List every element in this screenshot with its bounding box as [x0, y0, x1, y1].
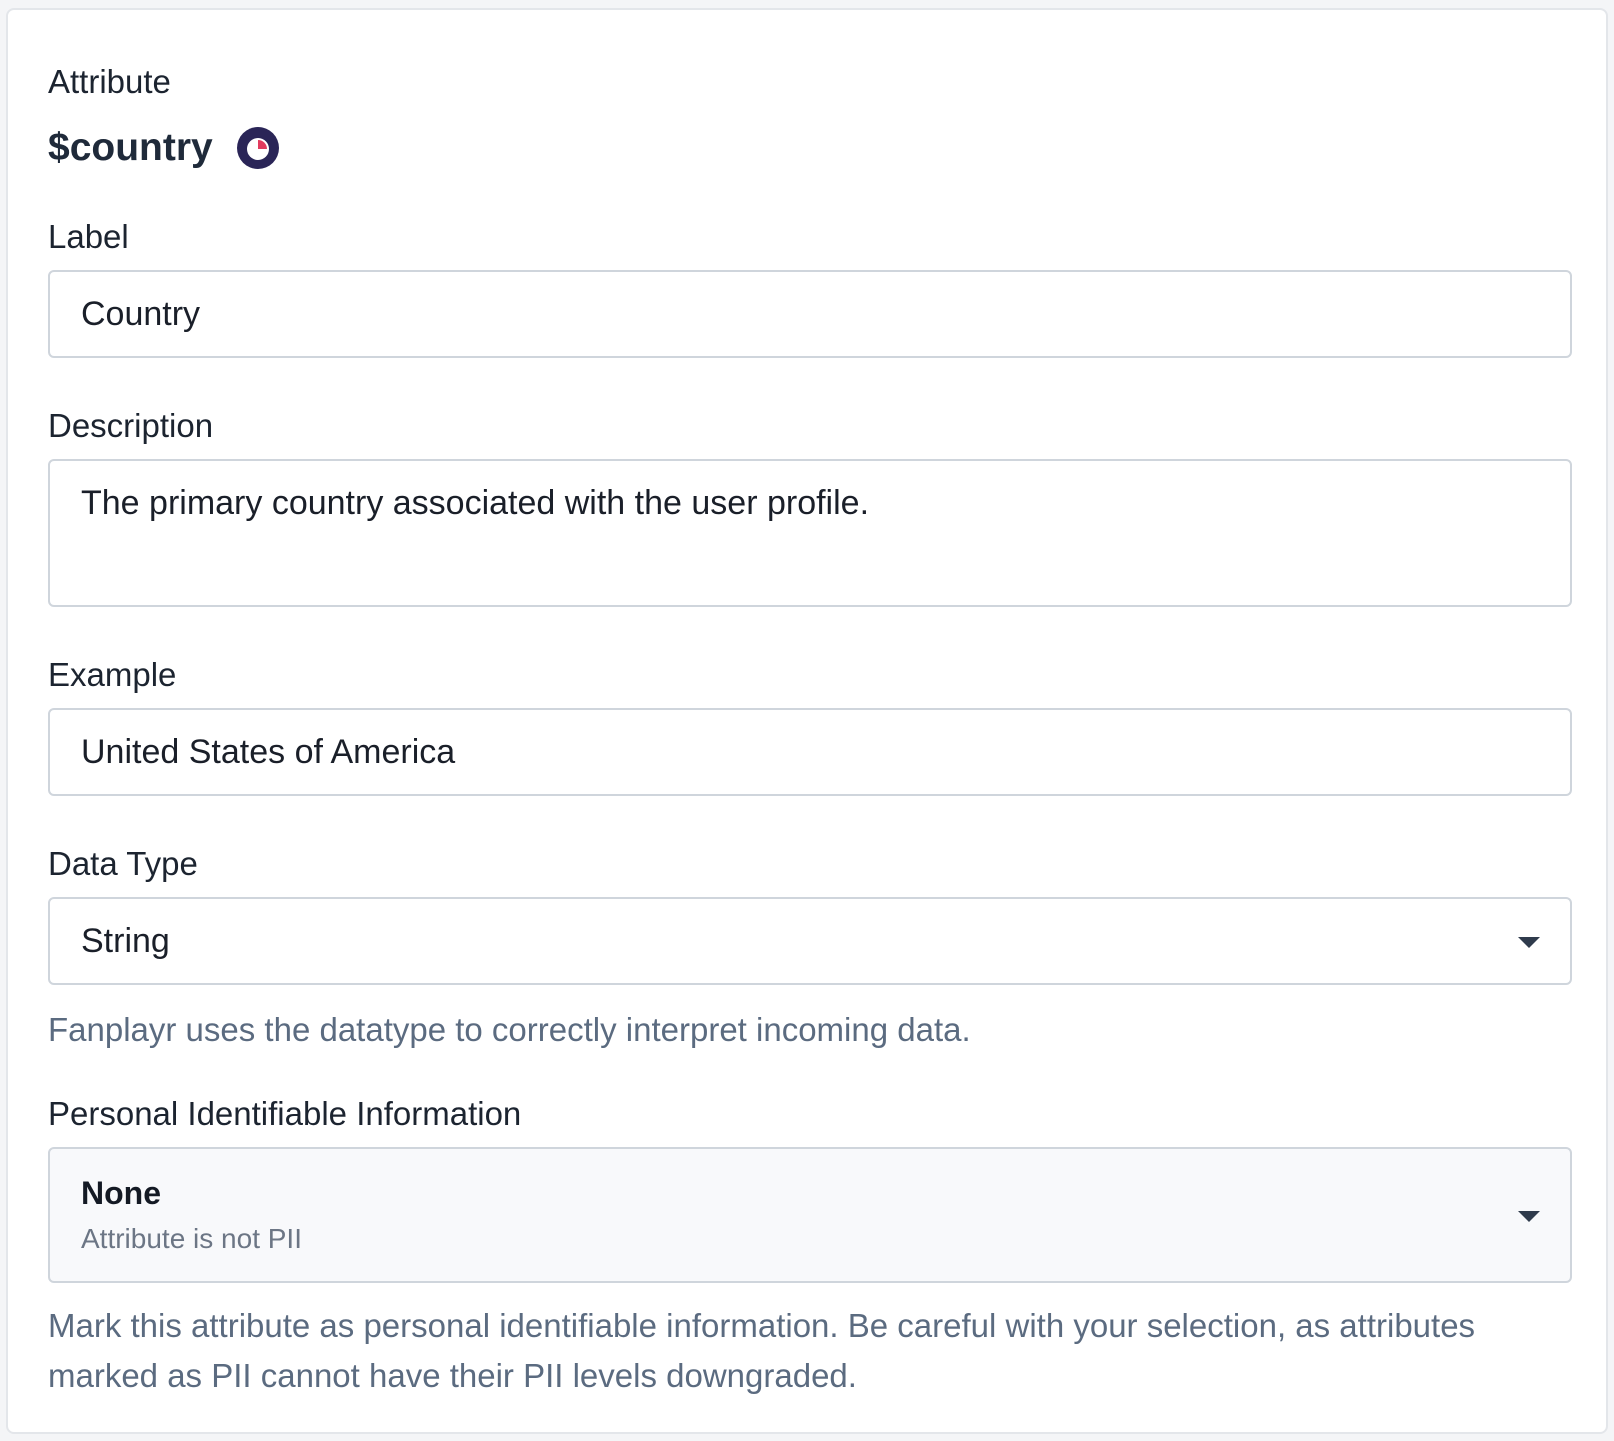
example-input[interactable]	[48, 708, 1572, 796]
fanplayr-logo-icon	[237, 127, 279, 169]
description-field-label: Description	[48, 407, 214, 444]
pii-selected-subtitle: Attribute is not PII	[81, 1223, 302, 1254]
data-type-selected-value: String	[81, 922, 170, 960]
data-type-help-text: Fanplayr uses the datatype to correctly interpret incoming data.	[48, 1011, 971, 1048]
data-type-select[interactable]	[48, 897, 1572, 985]
label-field-label: Label	[48, 218, 129, 255]
label-input[interactable]	[48, 270, 1572, 358]
pii-field-label: Personal Identifiable Information	[48, 1095, 522, 1132]
attribute-name-row	[48, 122, 279, 174]
chevron-down-icon	[1518, 937, 1540, 948]
attribute-name: $country	[48, 126, 213, 169]
data-type-field-label: Data Type	[48, 845, 198, 882]
label-input-value: Country	[81, 295, 201, 333]
attribute-section-label: Attribute	[48, 63, 171, 100]
pii-selected-title: None	[81, 1175, 161, 1211]
example-input-value: United States of America	[81, 733, 456, 771]
description-textarea-value: The primary country associated with the user profile.	[81, 484, 870, 522]
chevron-down-icon	[1518, 1211, 1540, 1222]
attribute-edit-card	[6, 8, 1608, 1434]
description-textarea[interactable]	[48, 459, 1572, 607]
example-field-label: Example	[48, 656, 177, 693]
pii-help-text: Mark this attribute as personal identifiable information. Be careful with your selection, as attributes marked as PII cannot have their PII levels downgraded.	[48, 1307, 1476, 1394]
pii-select[interactable]	[48, 1147, 1572, 1283]
